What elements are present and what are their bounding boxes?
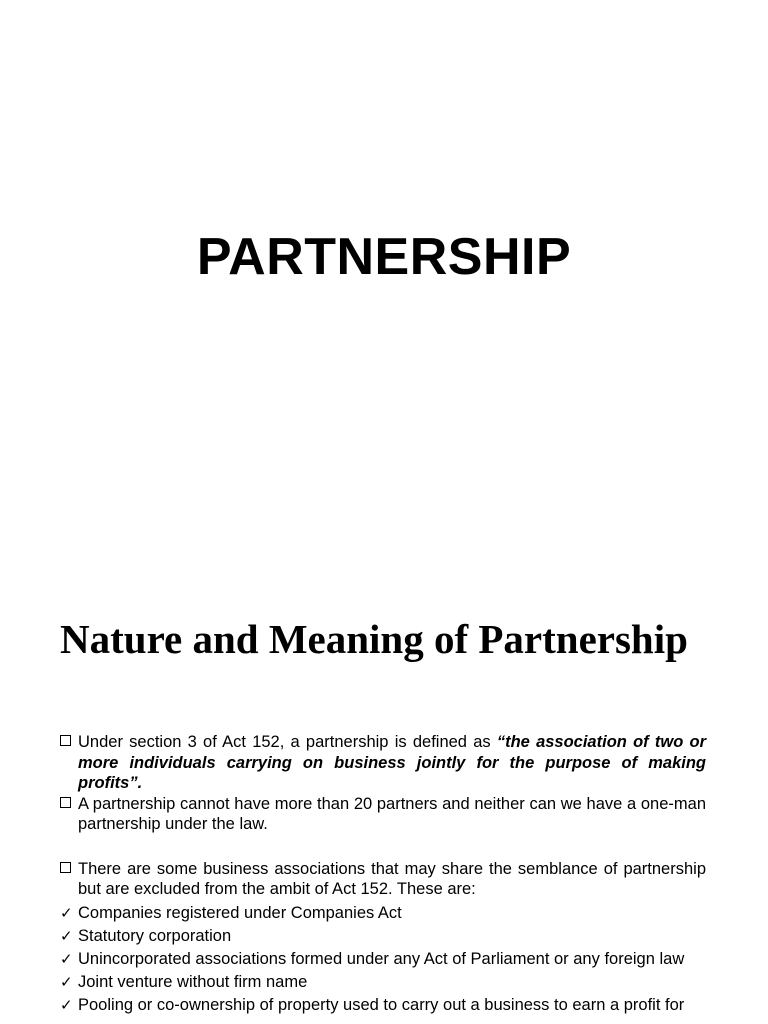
exclusion-item xyxy=(60,995,706,1016)
exclusion-item xyxy=(60,926,706,947)
checkmark-icon: ✓ xyxy=(60,995,73,1014)
exclusion-item-text: Joint venture without firm name xyxy=(78,972,308,991)
bullet-point-exclusions-intro xyxy=(60,859,706,900)
square-bullet-icon xyxy=(60,797,71,808)
square-bullet-icon xyxy=(60,735,71,746)
exclusion-item-text: Unincorporated associations formed under any Act of Parliament or any foreign law xyxy=(78,949,685,968)
exclusion-item xyxy=(60,949,706,970)
exclusion-item-text: Companies registered under Companies Act xyxy=(78,903,402,922)
partner-limit-text: A partnership cannot have more than 20 partners and neither can we have a one-man partnership under the law. xyxy=(78,794,706,833)
definition-quote: “the association of two or more individuals carrying on business jointly for the purpose of making profits” xyxy=(78,733,706,792)
exclusions-list xyxy=(60,903,706,1016)
exclusion-item xyxy=(60,972,706,993)
slide-content xyxy=(60,732,706,1015)
nature-meaning-slide xyxy=(0,560,768,1024)
exclusion-item-text: Statutory corporation xyxy=(78,926,232,945)
section-heading: Nature and Meaning of Partnership xyxy=(60,616,688,662)
square-bullet-icon xyxy=(60,862,71,873)
exclusions-intro-text: There are some business associations that may share the semblance of partnership but are excluded from the ambit of Act 152. These are: xyxy=(78,859,706,898)
definition-end-punct: . xyxy=(137,774,143,792)
checkmark-icon: ✓ xyxy=(60,903,73,922)
checkmark-icon: ✓ xyxy=(60,926,73,945)
exclusion-item-text: Pooling or co-ownership of property used to carry out a business to earn a profit for xyxy=(78,995,685,1014)
checkmark-icon: ✓ xyxy=(60,949,73,968)
bullet-point-definition xyxy=(60,732,706,794)
page-title: PARTNERSHIP xyxy=(196,228,572,286)
exclusion-item xyxy=(60,903,706,924)
bullet-point-partner-limit xyxy=(60,794,706,835)
checkmark-icon: ✓ xyxy=(60,972,73,991)
definition-intro-text: Under section 3 of Act 152, a partnership is defined as xyxy=(78,733,497,751)
